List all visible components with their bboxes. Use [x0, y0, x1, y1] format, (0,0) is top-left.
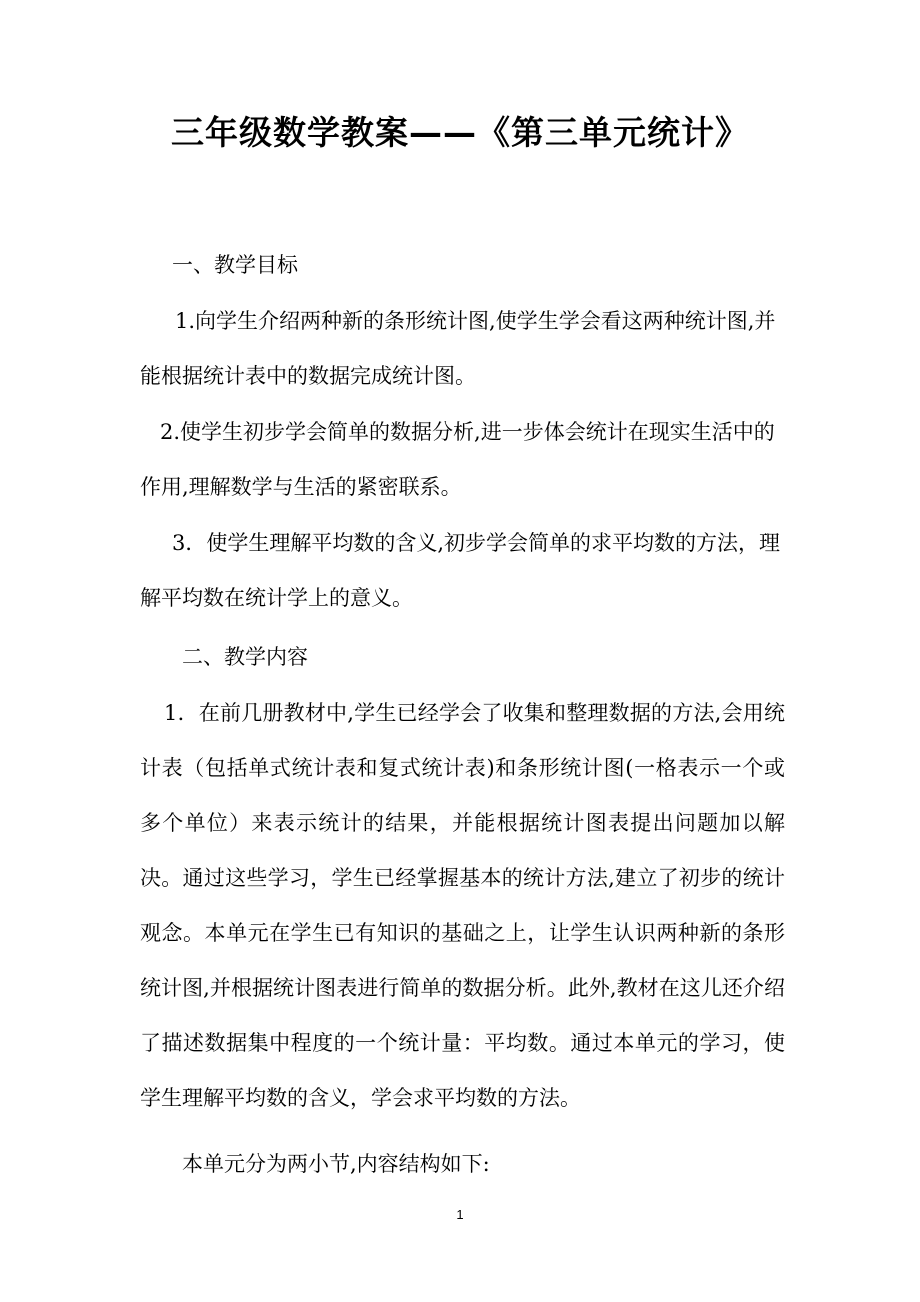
objective-paragraph-1: 1.向学生介绍两种新的条形统计图,使学生学会看这两种统计图,并能根据统计表中的数据完成统计图。	[140, 309, 776, 388]
section-heading-content: 二、教学内容	[182, 645, 308, 669]
document-title: 三年级数学教案——《第三单元统计》	[171, 113, 749, 152]
section-heading-objectives: 一、教学目标	[172, 253, 298, 277]
content-paragraph-1: 1．在前几册教材中,学生已经学会了收集和整理数据的方法,会用统计表（包括单式统计表和复式统计表)和条形统计图(一格表示一个或多个单位）来表示统计的结果，并能根据统计图表提出问题加以解决。通过这些学习，学生已经掌握基本的统计方法,建立了初步的统计观念。本单元在学生已有知识的基础之上，让学生认识两种新的条形统计图,并根据统计图表进行简单的数据分析。此外,教材在这儿还介绍了描述数据集中程度的一个统计量：平均数。通过本单元的学习，使学生理解平均数的含义，学会求平均数的方法。	[140, 701, 785, 1110]
objective-paragraph-2: 2.使学生初步学会简单的数据分析,进一步体会统计在现实生活中的作用,理解数学与生活的紧密联系。	[140, 420, 775, 499]
content-paragraph-2: 本单元分为两小节,内容结构如下:	[182, 1152, 490, 1176]
page-number: 1	[456, 1207, 464, 1222]
objective-paragraph-3: 3．使学生理解平均数的含义,初步学会简单的求平均数的方法，理解平均数在统计学上的意义。	[140, 531, 781, 610]
